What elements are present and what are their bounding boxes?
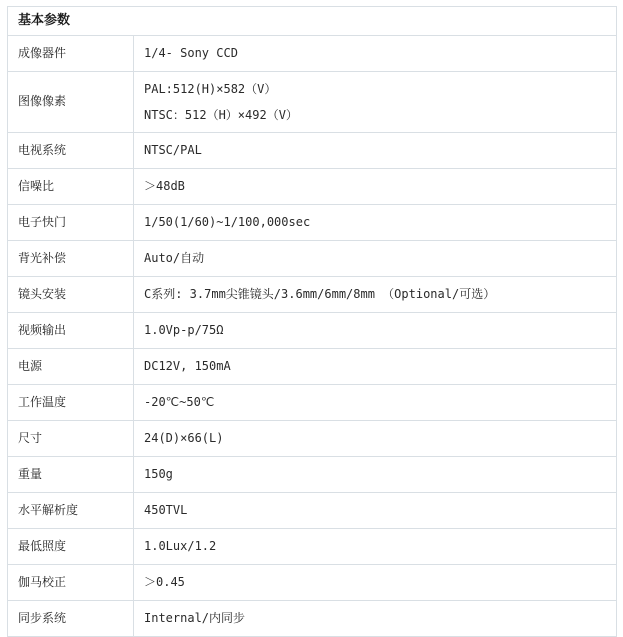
row-label: 水平解析度 — [8, 493, 134, 529]
row-value — [134, 72, 617, 133]
table-row — [8, 529, 617, 565]
table-row — [8, 349, 617, 385]
row-value: Internal/内同步 — [134, 601, 617, 637]
row-value: 1/4- Sony CCD — [134, 36, 617, 72]
row-value: 1/50(1/60)~1/100,000sec — [134, 205, 617, 241]
table-row — [8, 72, 617, 133]
row-value-line: PAL:512(H)×582（V） — [144, 81, 277, 96]
row-label: 电视系统 — [8, 133, 134, 169]
table-row — [8, 169, 617, 205]
table-row — [8, 133, 617, 169]
row-label: 镜头安装 — [8, 277, 134, 313]
table-row — [8, 205, 617, 241]
table-title-row — [8, 7, 617, 36]
table-row — [8, 457, 617, 493]
table-row — [8, 493, 617, 529]
table-row — [8, 277, 617, 313]
row-value: 1.0Lux/1.2 — [134, 529, 617, 565]
spec-table-container — [7, 0, 616, 637]
row-label: 最低照度 — [8, 529, 134, 565]
row-label: 图像像素 — [8, 72, 134, 133]
row-value: DC12V, 150mA — [134, 349, 617, 385]
row-value: Auto/自动 — [134, 241, 617, 277]
table-row — [8, 313, 617, 349]
row-value: 150g — [134, 457, 617, 493]
table-row — [8, 421, 617, 457]
row-label: 工作温度 — [8, 385, 134, 421]
row-value: ＞48dB — [134, 169, 617, 205]
row-value: NTSC/PAL — [134, 133, 617, 169]
row-label: 信噪比 — [8, 169, 134, 205]
row-label: 尺寸 — [8, 421, 134, 457]
row-value: 450TVL — [134, 493, 617, 529]
row-value: 1.0Vp-p/75Ω — [134, 313, 617, 349]
row-label: 成像器件 — [8, 36, 134, 72]
row-value: ＞0.45 — [134, 565, 617, 601]
row-label: 重量 — [8, 457, 134, 493]
row-label: 同步系统 — [8, 601, 134, 637]
table-row — [8, 36, 617, 72]
table-row — [8, 565, 617, 601]
row-value: 24(D)×66(L) — [134, 421, 617, 457]
table-row — [8, 601, 617, 637]
row-label: 伽马校正 — [8, 565, 134, 601]
table-title: 基本参数 — [8, 7, 617, 36]
table-row — [8, 385, 617, 421]
specifications-table — [7, 6, 617, 637]
row-value-line: NTSC：512（H）×492（V） — [144, 108, 298, 122]
row-value: C系列: 3.7mm尖锥镜头/3.6mm/6mm/8mm （Optional/可选） — [134, 277, 617, 313]
row-label: 电源 — [8, 349, 134, 385]
table-row — [8, 241, 617, 277]
row-value: -20℃~50℃ — [134, 385, 617, 421]
row-label: 背光补偿 — [8, 241, 134, 277]
row-label: 视频输出 — [8, 313, 134, 349]
row-label: 电子快门 — [8, 205, 134, 241]
